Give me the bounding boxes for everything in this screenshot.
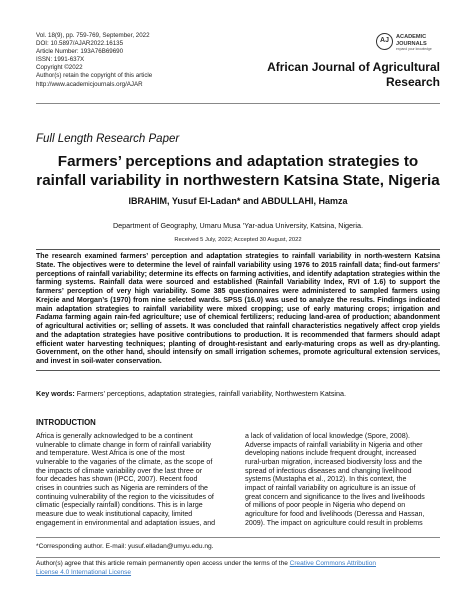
abstract-box <box>36 249 440 371</box>
keywords-text: Farmers’ perceptions, adaptation strategies, rainfall variability, Northwestern Katsina. <box>74 389 346 398</box>
intro-right-line: 2009). The impact on agriculture could result in problems <box>245 519 423 527</box>
header-divider <box>36 103 440 104</box>
meta-article-number: Article Number: 193A76B69690 <box>36 48 124 56</box>
article-type: Full Length Research Paper <box>36 133 180 145</box>
intro-right-line: agriculture for food and livelihoods (Deressa and Hassan, <box>245 510 425 518</box>
intro-left-line: crises in countries such as Nigeria are reminders of the <box>36 484 208 492</box>
logo-wordmark <box>396 34 427 47</box>
authors: IBRAHIM, Yusuf El-Ladan* and ABDULLAHI, Hamza <box>128 196 348 206</box>
intro-right-line: developing nations include frequent drought, increased <box>245 450 417 458</box>
intro-left-line: continuing vulnerability of the region to the vicissitudes of <box>36 493 214 501</box>
keywords <box>36 389 440 398</box>
title-line-1: Farmers’ perceptions and adaptation strategies to <box>57 153 419 170</box>
intro-right-line: of millions of poor people in Nigeria who depend on <box>245 502 406 510</box>
intro-left-line: measure due to weak institutional capacity, limited <box>36 510 193 518</box>
logo-line-1: ACADEMIC <box>396 34 427 40</box>
meta-volume: Vol. 18(9), pp. 759-769, September, 2022 <box>36 32 150 39</box>
intro-left-line: engagement in environmental and adaptation issues, and <box>36 519 216 527</box>
intro-left-line: climatic (especially rainfall) conditions. This is in large <box>36 502 203 510</box>
meta-copyright: Copyright ©2022 <box>36 64 83 72</box>
intro-right-line: great concern and significance to the lives and livelihoods <box>245 493 425 501</box>
section-heading-introduction: INTRODUCTION <box>36 418 96 427</box>
license-text: Author(s) agree that this article remain permanently open access under the terms of the <box>36 560 290 567</box>
license-divider <box>36 557 440 558</box>
intro-right-line: rural-urban migration, increased biodiversity loss and the <box>245 458 423 466</box>
intro-right-line: spread of infectious diseases and changing livelihood <box>245 467 412 475</box>
logo-tagline: expand your knowledge <box>396 47 432 51</box>
meta-url[interactable]: http://www.academicjournals.org/AJAR <box>36 80 143 88</box>
license-link-part-1[interactable]: Creative Commons Attribution <box>289 560 376 567</box>
intro-right-line: Adverse impacts of rainfall variability in Nigeria and other <box>245 441 423 449</box>
journal-name <box>240 60 440 90</box>
abstract-part-2: farming again rain-fed agriculture; use of chemical fertilizers; reducing land-area of production; abandonment of agricultural activities or; selling of assets. It was concluded that rainfall characteristics negatively affect crop yields and the adaptation strategies have positive contributions to production. It is recommended that farmers should adapt efficient water harvesting techniques; planting of drought-resistant and early-maturing crops as well as dry-planting. Government, on the other hand, should intensify on small irrigation schemes, promote agricultural extension services, and invest in soil-water conservation. <box>36 314 440 365</box>
license-link-part-2[interactable]: License 4.0 International License <box>36 568 132 576</box>
intro-column-right <box>245 433 444 528</box>
corresponding-author-email: *Corresponding author. E-mail: yusuf.elladan@umyu.edu.ng. <box>36 543 214 550</box>
intro-left-line: four decades has shown (IPCC, 2007). Recent food <box>36 476 198 484</box>
abstract-italic-term: Fadama <box>36 314 63 322</box>
title-line-2: rainfall variability in northwestern Katsina State, Nigeria <box>36 172 440 189</box>
intro-left-line: vulnerable to climate change in form of rainfall variability <box>36 441 212 449</box>
intro-left-line: the impacts of climate variability over the last three or <box>36 467 203 475</box>
meta-retain: Author(s) retain the copyright of this article <box>36 72 153 80</box>
intro-right-line: systems (Mustapha et al., 2012). In this context, the <box>245 476 407 484</box>
intro-column-left <box>36 433 233 528</box>
received-dates: Received 5 July, 2022; Accepted 30 August, 2022 <box>174 237 302 243</box>
journal-name-line-1: African Journal of Agricultural <box>267 60 440 74</box>
intro-right-line: a lack of validation of local knowledge (Spore, 2008). <box>245 433 410 440</box>
journal-name-line-2: Research <box>385 75 440 89</box>
intro-right-line: impact of rainfall variability on agriculture is an issue of <box>245 484 416 492</box>
intro-left-line: and temperature. West Africa is one of the most <box>36 450 185 458</box>
logo-mark-icon: AJ <box>376 33 393 50</box>
logo-line-2: JOURNALS <box>396 40 427 47</box>
meta-doi: DOI: 10.5897/AJAR2022.16135 <box>36 40 124 48</box>
keywords-label: Key words: <box>36 389 75 398</box>
intro-left-line: vulnerable to the vagaries of the climate, as the scope of <box>36 458 213 466</box>
abstract-text <box>36 253 440 367</box>
license-notice <box>36 560 440 577</box>
intro-left-line: Africa is generally acknowledged to be a continent <box>36 433 193 440</box>
meta-issn: ISSN: 1991-637X <box>36 56 85 64</box>
page-header <box>36 32 440 96</box>
article-title <box>36 152 440 190</box>
affiliation: Department of Geography, Umaru Musa ’Yar-adua University, Katsina, Nigeria. <box>112 221 364 230</box>
abstract-part-1: The research examined farmers’ perception and adaptation strategies to rainfall variability in north-western Katsina State. The objectives were to determine the level of rainfall variability using 1976 to 2015 rainfall data; find-out farmers’ perceptions of rainfall variability; determine its effects on farming activities, and identify adaptation strategies within the farming systems. Rainfall data were sourced and established (Rainfall Variability Index, RVI of 1.6) to support the farmers’ perception of very high variability. Some 385 questionnaires were administered to sampled farmers using Krejcie and Morgan’s (1970) from nine selected wards. SPSS (16.0) was used to analyze the results. Findings indicated main adaptation strategies to rainfall variability were mixed cropping; use of early maturing crops; irrigation and <box>36 253 440 313</box>
article-metadata <box>36 32 152 89</box>
publisher-logo <box>376 32 446 52</box>
footnote-divider <box>36 537 440 538</box>
